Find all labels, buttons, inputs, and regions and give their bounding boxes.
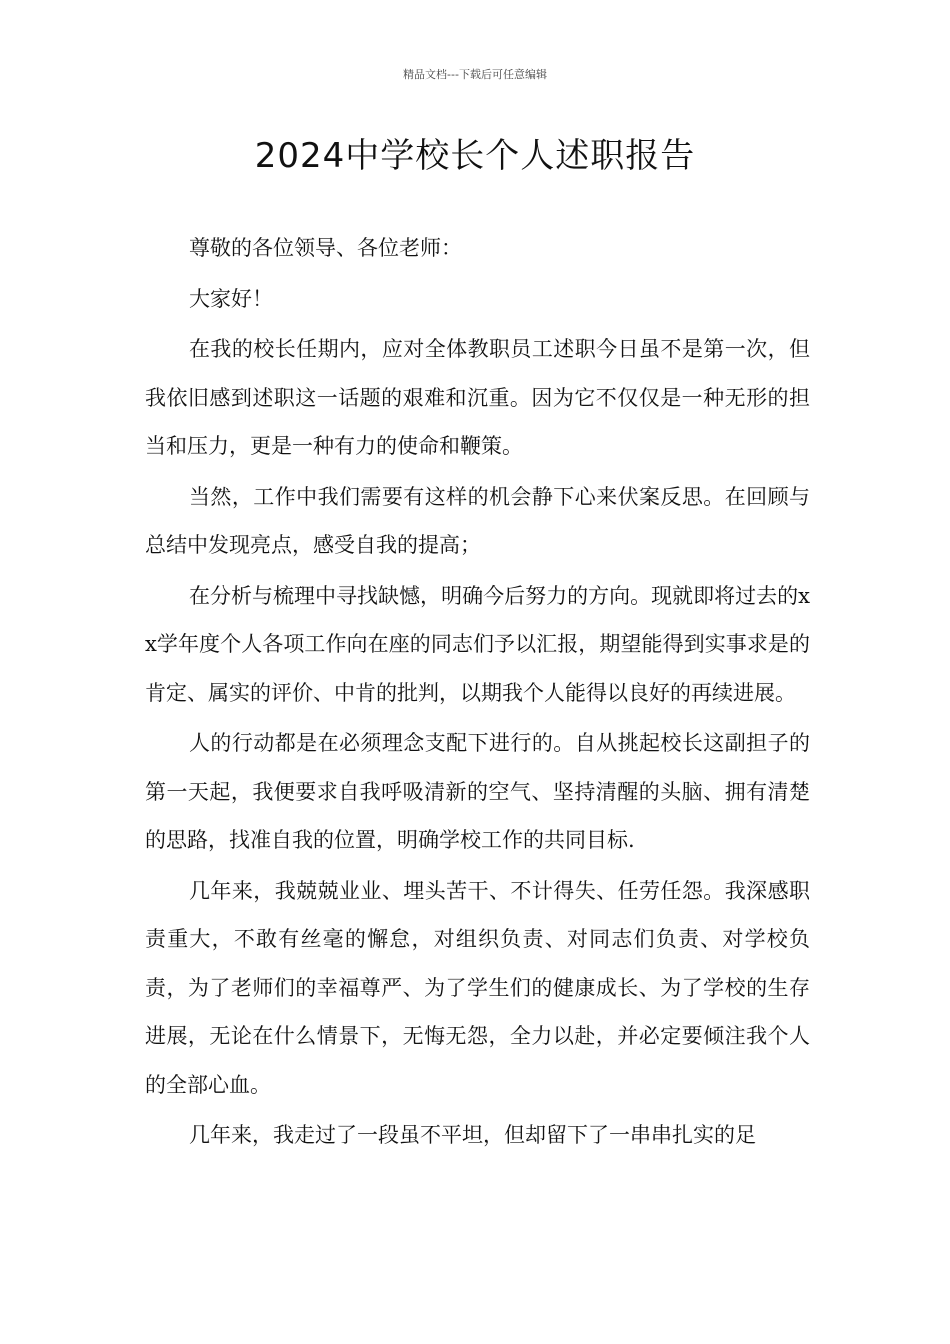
document-title: 2024中学校长个人述职报告 — [254, 136, 696, 176]
paragraph: 当然，工作中我们需要有这样的机会静下心来伏案反思。在回顾与总结中发现亮点，感受自我的提高； — [145, 484, 810, 557]
paragraph: 几年来，我兢兢业业、埋头苦干、不计得失、任劳任怨。我深感职责重大，不敢有丝毫的懈怠，对组织负责、对同志们负责、对学校负责，为了老师们的幸福尊严、为了学生们的健康成长、为了学校的生存进展，无论在什么情景下，无悔无怨，全力以赴，并必定要倾注我个人的全部心血。 — [145, 878, 810, 1097]
paragraph: 在分析与梳理中寻找缺憾，明确今后努力的方向。现就即将过去的xx学年度个人各项工作向在座的同志们予以汇报，期望能得到实事求是的肯定、属实的评价、中肯的批判，以期我个人能得以良好的再续进展。 — [145, 583, 810, 705]
paragraph: 人的行动都是在必须理念支配下进行的。自从挑起校长这副担子的第一天起，我便要求自我呼吸清新的空气、坚持清醒的头脑、拥有清楚的思路，找准自我的位置，明确学校工作的共同目标. — [145, 731, 810, 852]
document-body — [145, 224, 810, 1162]
paragraph-salutation: 尊敬的各位领导、各位老师： — [189, 236, 462, 260]
paragraph-greeting: 大家好！ — [189, 286, 273, 311]
paragraph: 在我的校长任期内，应对全体教职员工述职今日虽不是第一次，但我依旧感到述职这一话题的艰难和沉重。因为它不仅仅是一种无形的担当和压力，更是一种有力的使命和鞭策。 — [145, 337, 810, 458]
paragraph: 几年来，我走过了一段虽不平坦，但却留下了一串串扎实的足 — [189, 1123, 756, 1147]
header-note: 精品文档---下载后可任意编辑 — [403, 68, 547, 81]
